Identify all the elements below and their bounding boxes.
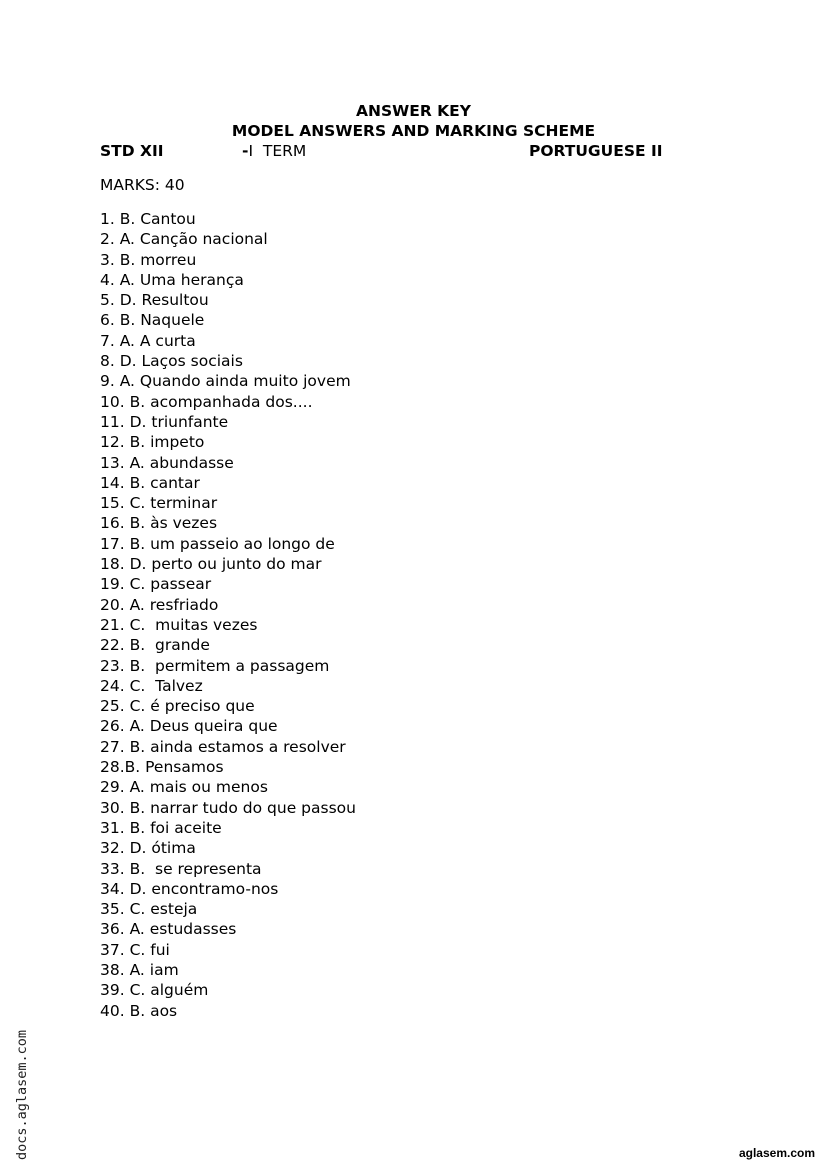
answer-item: 26. A. Deus queira que	[100, 717, 278, 736]
answer-item: 13. A. abundasse	[100, 453, 234, 472]
answer-item: 21. C. muitas vezes	[100, 615, 258, 634]
answer-item: 32. D. ótima	[100, 839, 196, 858]
answer-item: 18. D. perto ou junto do mar	[100, 555, 322, 574]
answer-item: 33. B. se representa	[100, 859, 262, 878]
answer-item: 15. C. terminar	[100, 494, 218, 513]
answer-item: 22. B. grande	[100, 636, 210, 655]
marks-label: MARKS: 40	[100, 176, 185, 194]
answer-list	[100, 209, 356, 1021]
footer-brand: aglasem.com	[738, 1146, 815, 1160]
answer-item: 2. A. Canção nacional	[100, 230, 268, 249]
answer-item: 30. B. narrar tudo do que passou	[100, 798, 356, 817]
answer-item: 40. B. aos	[100, 1001, 178, 1020]
answer-item: 1. B. Cantou	[100, 210, 196, 228]
answer-item: 35. C. esteja	[100, 900, 198, 919]
answer-item: 14. B. cantar	[100, 473, 200, 492]
answer-item: 37. C. fui	[100, 940, 170, 959]
answer-item: 23. B. permitem a passagem	[100, 656, 330, 675]
page-title: ANSWER KEY	[356, 102, 471, 120]
answer-item: 5. D. Resultou	[100, 291, 209, 310]
answer-item: 34. D. encontramo-nos	[100, 879, 279, 898]
answer-item: 24. C. Talvez	[100, 676, 203, 695]
subject-label: PORTUGUESE II	[529, 142, 663, 160]
answer-item: 3. B. morreu	[100, 250, 197, 269]
answer-item: 10. B. acompanhada dos....	[100, 392, 313, 411]
answer-item: 29. A. mais ou menos	[100, 778, 268, 797]
answer-item: 28.B. Pensamos	[100, 758, 224, 777]
answer-item: 36. A. estudasses	[100, 920, 237, 939]
answer-item: 17. B. um passeio ao longo de	[100, 534, 335, 553]
answer-item: 25. C. é preciso que	[100, 697, 255, 716]
answer-item: 4. A. Uma herança	[100, 270, 244, 289]
answer-item: 11. D. triunfante	[100, 412, 229, 431]
answer-item: 27. B. ainda estamos a resolver	[100, 737, 346, 756]
answer-item: 12. B. impeto	[100, 433, 205, 452]
term-text: I TERM	[248, 142, 307, 160]
answer-item: 16. B. às vezes	[100, 514, 218, 533]
page-subtitle: MODEL ANSWERS AND MARKING SCHEME	[231, 122, 596, 140]
answer-item: 6. B. Naquele	[100, 311, 205, 330]
answer-item: 7. A. A curta	[100, 331, 196, 350]
answer-item: 19. C. passear	[100, 575, 212, 594]
answer-item: 38. A. iam	[100, 960, 179, 979]
term-label	[242, 142, 306, 160]
answer-item: 39. C. alguém	[100, 981, 209, 1000]
answer-item: 9. A. Quando ainda muito jovem	[100, 372, 351, 391]
side-watermark: docs.aglasem.com	[14, 1029, 30, 1160]
answer-item: 8. D. Laços sociais	[100, 352, 243, 371]
class-label: STD XII	[100, 142, 164, 160]
answer-item: 20. A. resfriado	[100, 595, 219, 614]
term-dash: -	[242, 142, 249, 160]
answer-item: 31. B. foi aceite	[100, 818, 222, 837]
